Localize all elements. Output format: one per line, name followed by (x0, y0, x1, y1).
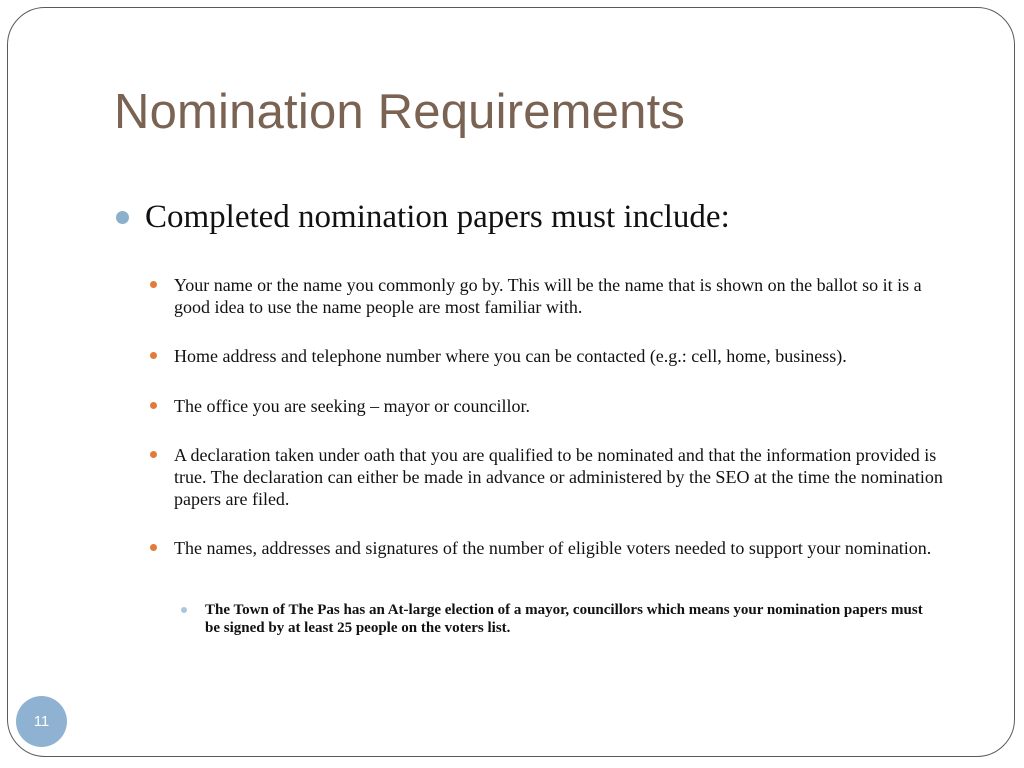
bullet-icon (150, 402, 157, 409)
list-item-text: A declaration taken under oath that you are qualified to be nominated and that the information provided is true. The declaration can either be made in advance or administered by the SEO at the time the nomination papers are filed. (174, 445, 943, 509)
list-item-text: Your name or the name you commonly go by. This will be the name that is shown on the ballot so it is a good idea to use the name people are most familiar with. (174, 275, 922, 317)
bullet-icon (150, 544, 157, 551)
bullet-icon (150, 281, 157, 288)
bullet-icon (150, 352, 157, 359)
bullet-icon (116, 211, 129, 224)
list-item-text: The names, addresses and signatures of the number of eligible voters needed to support your nomination. (174, 538, 932, 558)
slide-title: Nomination Requirements (114, 85, 686, 139)
page-number-badge: 11 (16, 696, 67, 747)
list-item-text: The office you are seeking – mayor or councillor. (174, 396, 531, 416)
main-bullet-text: Completed nomination papers must include: (145, 199, 730, 235)
list-item-text: Home address and telephone number where you can be contacted (e.g.: cell, home, business). (174, 346, 847, 366)
sub-note-text: The Town of The Pas has an At-large election of a mayor, councillors which means your nomination papers must be signed by at least 25 people on the voters list. (205, 602, 923, 636)
bullet-icon (181, 607, 187, 613)
bullet-icon (150, 451, 157, 458)
